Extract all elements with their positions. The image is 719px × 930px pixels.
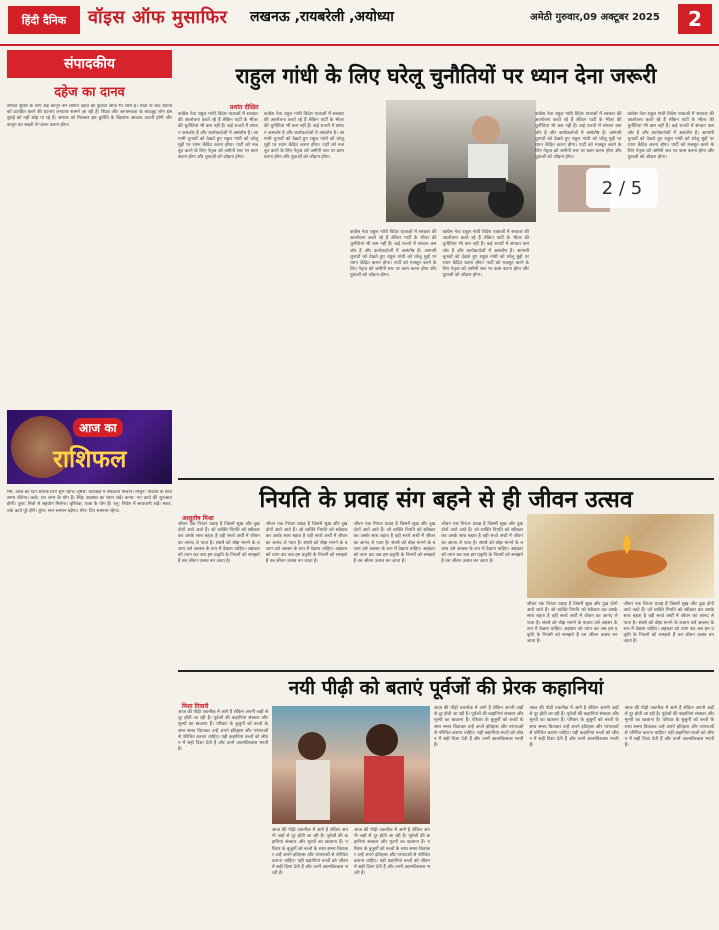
article-1-col-2: कांग्रेस नेता राहुल गांधी विदेश यात्राओं में सरकार की आलोचना करते रहे हैं लेकिन पार्टी के भीतर की चुनौतियां भी कम नहीं हैं। कई राज्यों में संगठन कमजोर है और कार्यकर्ताओं में असंतोष है। आगामी चुनावों को देखते हुए राहुल गांधी को घरेलू मुद्दों पर ध्यान केंद्रित करना होगा। पार्टी को मजबूत करने के लिए नेतृत्व को जमीनी स्तर पर काम करना होगा और युवाओं को जोड़ना होगा।: [264, 112, 344, 161]
article-3-body-left: [178, 710, 268, 910]
article-1-col-3: कांग्रेस नेता राहुल गांधी विदेश यात्राओं में सरकार की आलोचना करते रहे हैं लेकिन पार्टी के भीतर की चुनौतियां भी कम नहीं हैं। कई राज्यों में संगठन कमजोर है और कार्यकर्ताओं में असंतोष है। आगामी चुनावों को देखते हुए राहुल गांधी को घरेलू मुद्दों पर ध्यान केंद्रित करना होगा। पार्टी को मजबूत करने के लिए नेतृत्व को जमीनी स्तर पर काम करना होगा और युवाओं को जोड़ना होगा।: [350, 230, 437, 279]
diya-photo-icon: [527, 514, 714, 598]
article-1-col-4: कांग्रेस नेता राहुल गांधी विदेश यात्राओं में सरकार की आलोचना करते रहे हैं लेकिन पार्टी के भीतर की चुनौतियां भी कम नहीं हैं। कई राज्यों में संगठन कमजोर है और कार्यकर्ताओं में असंतोष है। आगामी चुनावों को देखते हुए राहुल गांधी को घरेलू मुद्दों पर ध्यान केंद्रित करना होगा। पार्टी को मजबूत करने के लिए नेतृत्व को जमीनी स्तर पर काम करना होगा और युवाओं को जोड़ना होगा।: [442, 230, 529, 279]
article-3-col-5: आज की पीढ़ी तकनीक में आगे है लेकिन अपनी जड़ों से दूर होती जा रही है। पूर्वजों की कहानियां संस्कार और मूल्यों का खजाना हैं। परिवार के बुजुर्गों को बच्चों के साथ समय बिताकर उन्हें अपने इतिहास और परंपराओं से परिचित कराना चाहिए। यही कहानियां बच्चों को जीवन में सही दिशा देती हैं और उनमें आत्मविश्वास भरती हैं।: [529, 706, 619, 749]
viewer-page-indicator[interactable]: 2 / 5: [586, 168, 658, 208]
article-3-col-1: आज की पीढ़ी तकनीक में आगे है लेकिन अपनी जड़ों से दूर होती जा रही है। पूर्वजों की कहानियां संस्कार और मूल्यों का खजाना हैं। परिवार के बुजुर्गों को बच्चों के साथ समय बिताकर उन्हें अपने इतिहास और परंपराओं से परिचित कराना चाहिए। यही कहानियां बच्चों को जीवन में सही दिशा देती हैं और उनमें आत्मविश्वास भरती हैं।: [178, 710, 268, 753]
left-column: [7, 50, 172, 910]
divider: [178, 478, 714, 480]
article-2-col-2: जीवन एक निरंतर प्रवाह है जिसमें सुख और दुख दोनों आते जाते हैं। जो व्यक्ति नियति को स्वीकार कर उसके साथ बहता है वही सच्चे अर्थों में जीवन का आनंद ले पाता है। संघर्ष को बोझ मानने के बजाय उसे अवसर के रूप में देखना चाहिए। अहंकार को त्याग कर जब हम प्रकृति के नियमों को समझते हैं तब जीवन उत्सव बन जाता है।: [265, 522, 348, 565]
article-3-byline: निशा तिवारी: [182, 703, 209, 710]
edition-cities: लखनऊ ,रायबरेली ,अयोध्या: [250, 9, 394, 25]
article-2-body-right: [527, 602, 714, 667]
article-3-body-right: [434, 706, 714, 910]
article-3-body-under-photo: [272, 828, 430, 910]
article-2-body: [178, 522, 523, 667]
article-2-col-3: जीवन एक निरंतर प्रवाह है जिसमें सुख और दुख दोनों आते जाते हैं। जो व्यक्ति नियति को स्वीकार कर उसके साथ बहता है वही सच्चे अर्थों में जीवन का आनंद ले पाता है। संघर्ष को बोझ मानने के बजाय उसे अवसर के रूप में देखना चाहिए। अहंकार को त्याग कर जब हम प्रकृति के नियमों को समझते हैं तब जीवन उत्सव बन जाता है।: [353, 522, 436, 565]
article-1-byline: प्रशांत दीक्षित: [230, 104, 259, 111]
article-2-col-4: जीवन एक निरंतर प्रवाह है जिसमें सुख और दुख दोनों आते जाते हैं। जो व्यक्ति नियति को स्वीकार कर उसके साथ बहता है वही सच्चे अर्थों में जीवन का आनंद ले पाता है। संघर्ष को बोझ मानने के बजाय उसे अवसर के रूप में देखना चाहिए। अहंकार को त्याग कर जब हम प्रकृति के नियमों को समझते हैं तब जीवन उत्सव बन जाता है।: [441, 522, 523, 565]
masthead: [0, 0, 719, 46]
masthead-tag: हिंदी दैनिक: [8, 6, 80, 34]
editorial-section-header: संपादकीय: [7, 50, 172, 78]
article-1-col-1: कांग्रेस नेता राहुल गांधी विदेश यात्राओं में सरकार की आलोचना करते रहे हैं लेकिन पार्टी के भीतर की चुनौतियां भी कम नहीं हैं। कई राज्यों में संगठन कमजोर है और कार्यकर्ताओं में असंतोष है। आगामी चुनावों को देखते हुए राहुल गांधी को घरेलू मुद्दों पर ध्यान केंद्रित करना होगा। पार्टी को मजबूत करने के लिए नेतृत्व को जमीनी स्तर पर काम करना होगा और युवाओं को जोड़ना होगा।: [178, 112, 258, 161]
newspaper-title: वॉइस ऑफ मुसाफिर: [88, 7, 228, 28]
page-number: 2: [678, 4, 712, 34]
rashifal-text: मेष: आज का दिन आपके लिए शुभ रहेगा। वृषभ: कार्यक्षेत्र में सफलता मिलेगी। मिथुन: परिवार के साथ समय बीतेगा। कर्क: धन लाभ के योग हैं। सिंह: स्वास्थ्य का ध्यान रखें। कन्या: नए कार्य की शुरुआत होगी। तुला: मित्रों से सहयोग मिलेगा। वृश्चिक: यात्रा के योग हैं। धनु: निवेश में सावधानी रखें। मकर: रुके कार्य पूरे होंगे। कुंभ: मान सम्मान बढ़ेगा। मीन: दिन सामान्य रहेगा।: [7, 490, 172, 514]
edition-date: अमेठी गुरुवार,09 अक्टूबर 2025: [530, 12, 660, 23]
article-1-col-6: कांग्रेस नेता राहुल गांधी विदेश यात्राओं में सरकार की आलोचना करते रहे हैं लेकिन पार्टी के भीतर की चुनौतियां भी कम नहीं हैं। कई राज्यों में संगठन कमजोर है और कार्यकर्ताओं में असंतोष है। आगामी चुनावों को देखते हुए राहुल गांधी को घरेलू मुद्दों पर ध्यान केंद्रित करना होगा। पार्टी को मजबूत करने के लिए नेतृत्व को जमीनी स्तर पर काम करना होगा और युवाओं को जोड़ना होगा।: [627, 112, 714, 161]
rashifal-banner: [7, 410, 172, 484]
article-3-col-4: आज की पीढ़ी तकनीक में आगे है लेकिन अपनी जड़ों से दूर होती जा रही है। पूर्वजों की कहानियां संस्कार और मूल्यों का खजाना हैं। परिवार के बुजुर्गों को बच्चों के साथ समय बिताकर उन्हें अपने इतिहास और परंपराओं से परिचित कराना चाहिए। यही कहानियां बच्चों को जीवन में सही दिशा देती हैं और उनमें आत्मविश्वास भरती हैं।: [434, 706, 524, 749]
article-3-col-3: आज की पीढ़ी तकनीक में आगे है लेकिन अपनी जड़ों से दूर होती जा रही है। पूर्वजों की कहानियां संस्कार और मूल्यों का खजाना हैं। परिवार के बुजुर्गों को बच्चों के साथ समय बिताकर उन्हें अपने इतिहास और परंपराओं से परिचित कराना चाहिए। यही कहानियां बच्चों को जीवन में सही दिशा देती हैं और उनमें आत्मविश्वास भरती हैं।: [354, 828, 430, 877]
article-2-photo: [527, 514, 714, 598]
editorial-text: समाज सुधार के लिए कई कानून बने लेकिन दहेज की कुप्रथा आज भी जारी है। शादी के बाद बेटियों को प्रताड़ित करने की घटनाएं लगातार सामने आ रही हैं। शिक्षा और जागरूकता के बावजूद लोग इस बुराई को नहीं छोड़ पा रहे हैं। समाज को मिलकर इस कुरीति के खिलाफ आवाज उठानी होगी और कानून का सख्ती से पालन करना होगा।: [7, 104, 172, 128]
editorial-title: दहेज का दानव: [54, 85, 125, 100]
article-3-col-2: आज की पीढ़ी तकनीक में आगे है लेकिन अपनी जड़ों से दूर होती जा रही है। पूर्वजों की कहानियां संस्कार और मूल्यों का खजाना हैं। परिवार के बुजुर्गों को बच्चों के साथ समय बिताकर उन्हें अपने इतिहास और परंपराओं से परिचित कराना चाहिए। यही कहानियां बच्चों को जीवन में सही दिशा देती हैं और उनमें आत्मविश्वास भरती हैं।: [272, 828, 348, 877]
divider: [178, 670, 714, 672]
article-1-col-5: कांग्रेस नेता राहुल गांधी विदेश यात्राओं में सरकार की आलोचना करते रहे हैं लेकिन पार्टी के भीतर की चुनौतियां भी कम नहीं हैं। कई राज्यों में संगठन कमजोर है और कार्यकर्ताओं में असंतोष है। आगामी चुनावों को देखते हुए राहुल गांधी को घरेलू मुद्दों पर ध्यान केंद्रित करना होगा। पार्टी को मजबूत करने के लिए नेतृत्व को जमीनी स्तर पर काम करना होगा और युवाओं को जोड़ना होगा।: [535, 112, 622, 161]
article-3-col-6: आज की पीढ़ी तकनीक में आगे है लेकिन अपनी जड़ों से दूर होती जा रही है। पूर्वजों की कहानियां संस्कार और मूल्यों का खजाना हैं। परिवार के बुजुर्गों को बच्चों के साथ समय बिताकर उन्हें अपने इतिहास और परंपराओं से परिचित कराना चाहिए। यही कहानियां बच्चों को जीवन में सही दिशा देती हैं और उनमें आत्मविश्वास भरती हैं।: [624, 706, 714, 749]
article-1-headline: राहुल गांधी के लिए घरेलू चुनौतियों पर ध्यान देना जरूरी: [235, 64, 657, 88]
article-3-headline: नयी पीढ़ी को बताएं पूर्वजों की प्रेरक कहानियां: [288, 677, 604, 699]
article-2-col-5: जीवन एक निरंतर प्रवाह है जिसमें सुख और दुख दोनों आते जाते हैं। जो व्यक्ति नियति को स्वीकार कर उसके साथ बहता है वही सच्चे अर्थों में जीवन का आनंद ले पाता है। संघर्ष को बोझ मानने के बजाय उसे अवसर के रूप में देखना चाहिए। अहंकार को त्याग कर जब हम प्रकृति के नियमों को समझते हैं तब जीवन उत्सव बन जाता है।: [527, 602, 618, 645]
article-1-body: [178, 112, 714, 477]
rashifal-aaj-label: आज का: [73, 418, 123, 437]
article-2-col-6: जीवन एक निरंतर प्रवाह है जिसमें सुख और दुख दोनों आते जाते हैं। जो व्यक्ति नियति को स्वीकार कर उसके साथ बहता है वही सच्चे अर्थों में जीवन का आनंद ले पाता है। संघर्ष को बोझ मानने के बजाय उसे अवसर के रूप में देखना चाहिए। अहंकार को त्याग कर जब हम प्रकृति के नियमों को समझते हैं तब जीवन उत्सव बन जाता है।: [623, 602, 714, 645]
family-photo-icon: [272, 706, 430, 824]
rashifal-title: राशिफल: [53, 444, 127, 473]
article-2-col-1: जीवन एक निरंतर प्रवाह है जिसमें सुख और दुख दोनों आते जाते हैं। जो व्यक्ति नियति को स्वीकार कर उसके साथ बहता है वही सच्चे अर्थों में जीवन का आनंद ले पाता है। संघर्ष को बोझ मानने के बजाय उसे अवसर के रूप में देखना चाहिए। अहंकार को त्याग कर जब हम प्रकृति के नियमों को समझते हैं तब जीवन उत्सव बन जाता है।: [178, 522, 260, 565]
article-2-byline: आशुतोष मिश्रा: [182, 515, 214, 522]
article-2-headline: नियति के प्रवाह संग बहने से ही जीवन उत्सव: [259, 487, 633, 513]
article-3-photo: [272, 706, 430, 824]
